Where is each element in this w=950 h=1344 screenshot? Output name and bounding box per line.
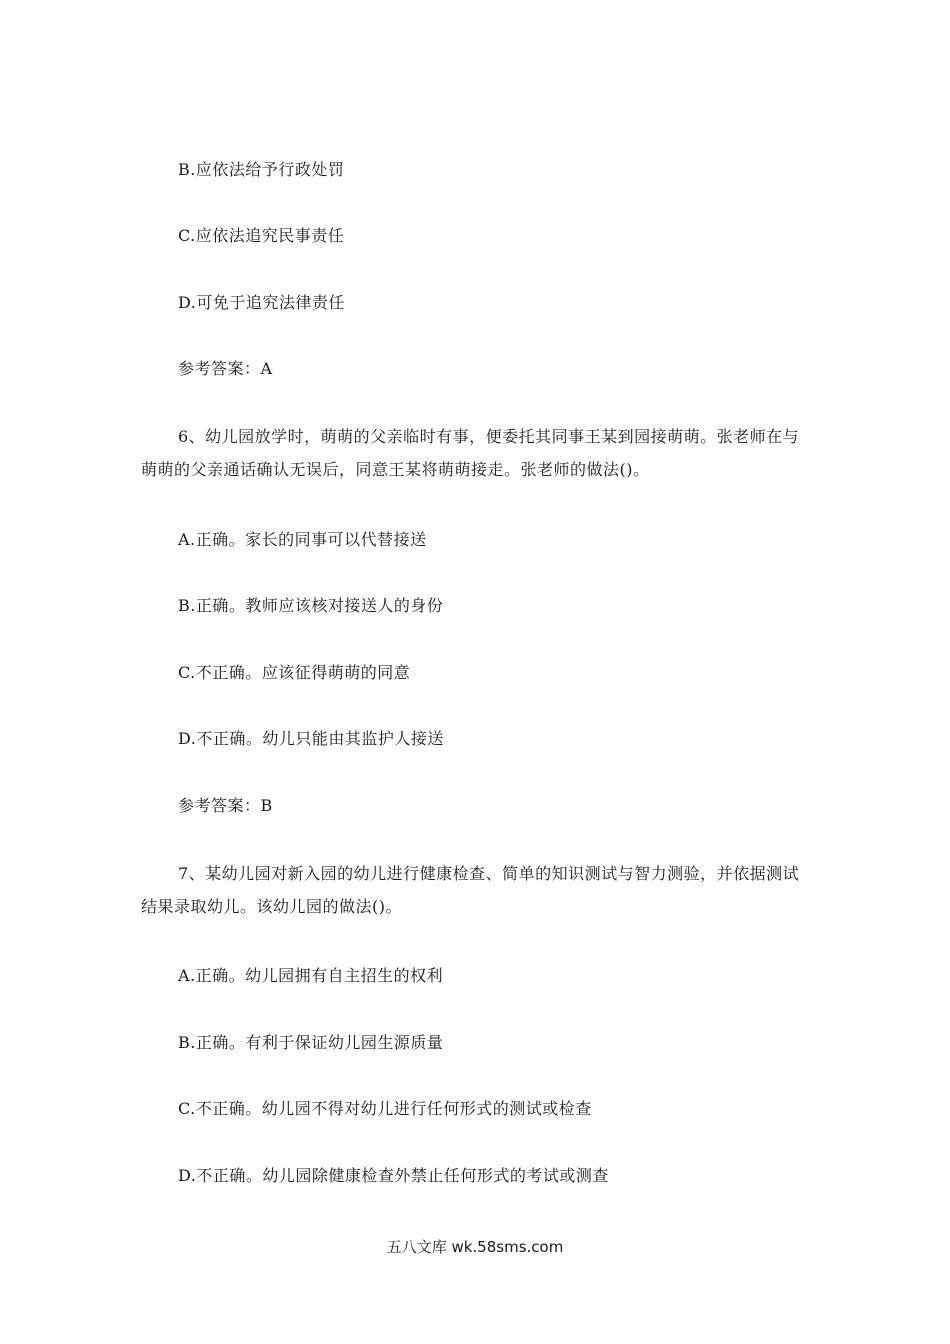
q5-option-d: D.可免于追究法律责任	[178, 293, 345, 312]
footer-watermark: 五八文库 wk.58sms.com	[386, 1238, 564, 1256]
q6-stem	[141, 420, 810, 486]
q7-stem-line2: 结果录取幼儿。该幼儿园的做法()。	[141, 897, 402, 916]
q6-answer: 参考答案：B	[178, 796, 273, 815]
q6-option-b: B.正确。教师应该核对接送人的身份	[178, 596, 444, 615]
q7-option-a: A.正确。幼儿园拥有自主招生的权利	[178, 966, 444, 985]
q7-option-c: C.不正确。幼儿园不得对幼儿进行任何形式的测试或检查	[178, 1099, 592, 1118]
q7-stem	[141, 857, 810, 923]
q6-option-c: C.不正确。应该征得萌萌的同意	[178, 663, 411, 682]
q6-option-d: D.不正确。幼儿只能由其监护人接送	[178, 729, 444, 748]
q6-stem-line1: 6、幼儿园放学时，萌萌的父亲临时有事，便委托其同事王某到园接萌萌。张老师在与	[178, 427, 800, 446]
q5-answer: 参考答案：A	[178, 359, 273, 378]
q5-option-c: C.应依法追究民事责任	[178, 226, 345, 245]
q6-option-a: A.正确。家长的同事可以代替接送	[178, 530, 427, 549]
q7-option-d: D.不正确。幼儿园除健康检查外禁止任何形式的考试或测查	[178, 1166, 609, 1185]
q6-stem-line2: 萌萌的父亲通话确认无误后，同意王某将萌萌接走。张老师的做法()。	[141, 460, 650, 479]
q7-option-b: B.正确。有利于保证幼儿园生源质量	[178, 1033, 444, 1052]
q5-option-b: B.应依法给予行政处罚	[178, 160, 345, 179]
q7-stem-line1: 7、某幼儿园对新入园的幼儿进行健康检查、简单的知识测试与智力测验，并依据测试	[178, 864, 800, 883]
